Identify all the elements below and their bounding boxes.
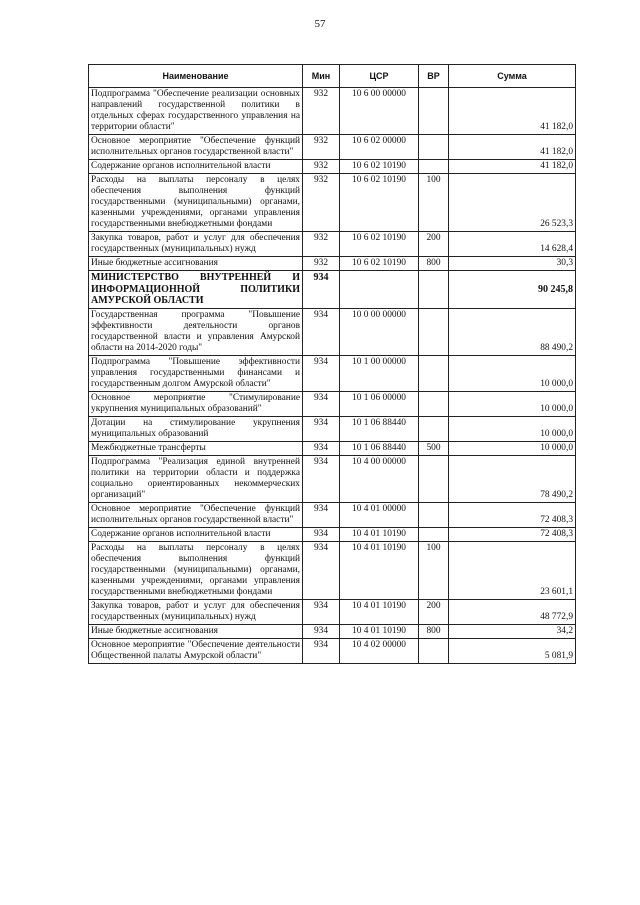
table-row <box>89 542 576 600</box>
cell-sum: 41 182,0 <box>449 88 576 135</box>
cell-min: 934 <box>303 442 340 456</box>
cell-csr: 10 4 00 00000 <box>340 456 419 503</box>
cell-csr: 10 4 01 10190 <box>340 600 419 625</box>
cell-sum: 10 000,0 <box>449 442 576 456</box>
cell-min: 934 <box>303 625 340 639</box>
cell-sum: 10 000,0 <box>449 417 576 442</box>
cell-csr: 10 4 01 10190 <box>340 528 419 542</box>
cell-vr <box>419 639 449 664</box>
cell-name: Расходы на выплаты персоналу в целях обеспечения выполнения функций государственными (муниципальными) органами, казенными учреждениями, органами управления государственными внебюджетными фондами <box>89 174 303 232</box>
cell-vr: 500 <box>419 442 449 456</box>
cell-name: Содержание органов исполнительной власти <box>89 528 303 542</box>
cell-csr: 10 4 01 10190 <box>340 625 419 639</box>
cell-name: Основное мероприятие "Обеспечение функций исполнительных органов государственной власти" <box>89 135 303 160</box>
cell-vr <box>419 160 449 174</box>
cell-vr <box>419 135 449 160</box>
header-vr: ВР <box>419 65 449 88</box>
cell-min: 934 <box>303 417 340 442</box>
cell-name: Подпрограмма "Обеспечение реализации основных направлений государственной политики в отдельных сферах государственного управления на территории области" <box>89 88 303 135</box>
table-row <box>89 625 576 639</box>
cell-name: Иные бюджетные ассигнования <box>89 625 303 639</box>
cell-csr: 10 6 00 00000 <box>340 88 419 135</box>
table-row <box>89 160 576 174</box>
cell-csr: 10 1 06 88440 <box>340 417 419 442</box>
cell-csr: 10 4 01 10190 <box>340 542 419 600</box>
page-number: 57 <box>314 18 326 30</box>
cell-sum: 10 000,0 <box>449 356 576 392</box>
table-row <box>89 528 576 542</box>
cell-min: 934 <box>303 542 340 600</box>
cell-vr <box>419 528 449 542</box>
cell-sum: 23 601,1 <box>449 542 576 600</box>
cell-name: Основное мероприятие "Обеспечение функций исполнительных органов государственной власти" <box>89 503 303 528</box>
cell-vr: 200 <box>419 232 449 257</box>
cell-vr: 800 <box>419 625 449 639</box>
cell-name: Закупка товаров, работ и услуг для обеспечения государственных (муниципальных) нужд <box>89 232 303 257</box>
header-min: Мин <box>303 65 340 88</box>
table-row <box>89 232 576 257</box>
cell-sum: 88 490,2 <box>449 309 576 356</box>
cell-min: 934 <box>303 528 340 542</box>
table-row <box>89 417 576 442</box>
cell-vr <box>419 392 449 417</box>
cell-vr: 200 <box>419 600 449 625</box>
cell-min: 932 <box>303 232 340 257</box>
cell-min: 932 <box>303 135 340 160</box>
cell-min: 934 <box>303 456 340 503</box>
cell-sum: 90 245,8 <box>449 271 576 309</box>
cell-sum: 48 772,9 <box>449 600 576 625</box>
cell-csr: 10 6 02 00000 <box>340 135 419 160</box>
cell-min: 934 <box>303 639 340 664</box>
table-body <box>89 88 576 664</box>
header-csr: ЦСР <box>340 65 419 88</box>
table-row <box>89 600 576 625</box>
cell-csr: 10 6 02 10190 <box>340 174 419 232</box>
cell-sum: 34,2 <box>449 625 576 639</box>
cell-min: 934 <box>303 392 340 417</box>
cell-csr: 10 1 06 00000 <box>340 392 419 417</box>
cell-csr: 10 6 02 10190 <box>340 232 419 257</box>
table-row <box>89 392 576 417</box>
table-row <box>89 456 576 503</box>
cell-csr: 10 4 02 00000 <box>340 639 419 664</box>
cell-min: 932 <box>303 257 340 271</box>
cell-name: Основное мероприятие "Стимулирование укрупнения муниципальных образований" <box>89 392 303 417</box>
cell-vr <box>419 88 449 135</box>
header-sum: Сумма <box>449 65 576 88</box>
table-row <box>89 271 576 309</box>
budget-table <box>88 64 576 664</box>
cell-csr: 10 4 01 00000 <box>340 503 419 528</box>
table-row <box>89 309 576 356</box>
cell-vr <box>419 309 449 356</box>
table-row <box>89 135 576 160</box>
cell-csr: 10 1 00 00000 <box>340 356 419 392</box>
table-header <box>89 65 576 88</box>
cell-csr: 10 6 02 10190 <box>340 257 419 271</box>
cell-vr: 100 <box>419 542 449 600</box>
cell-name: Межбюджетные трансферты <box>89 442 303 456</box>
table-row <box>89 503 576 528</box>
cell-sum: 41 182,0 <box>449 160 576 174</box>
table-row <box>89 257 576 271</box>
table-row <box>89 174 576 232</box>
table-row <box>89 442 576 456</box>
cell-sum: 30,3 <box>449 257 576 271</box>
cell-sum: 41 182,0 <box>449 135 576 160</box>
cell-sum: 26 523,3 <box>449 174 576 232</box>
table-row <box>89 639 576 664</box>
cell-min: 934 <box>303 503 340 528</box>
cell-name: Расходы на выплаты персоналу в целях обеспечения выполнения функций государственными (муниципальными) органами, казенными учреждениями, органами управления государственными внебюджетными фондами <box>89 542 303 600</box>
cell-vr: 800 <box>419 257 449 271</box>
cell-sum: 14 628,4 <box>449 232 576 257</box>
table-row <box>89 356 576 392</box>
cell-sum: 72 408,3 <box>449 503 576 528</box>
cell-vr <box>419 417 449 442</box>
cell-min: 932 <box>303 88 340 135</box>
cell-csr <box>340 271 419 309</box>
cell-sum: 10 000,0 <box>449 392 576 417</box>
cell-min: 934 <box>303 309 340 356</box>
cell-min: 934 <box>303 356 340 392</box>
cell-csr: 10 0 00 00000 <box>340 309 419 356</box>
cell-name: Подпрограмма "Повышение эффективности управления государственными финансами и государственным долгом Амурской области" <box>89 356 303 392</box>
cell-min: 932 <box>303 174 340 232</box>
cell-name: МИНИСТЕРСТВО ВНУТРЕННЕЙ И ИНФОРМАЦИОННОЙ ПОЛИТИКИ АМУРСКОЙ ОБЛАСТИ <box>89 271 303 309</box>
header-row <box>89 65 576 88</box>
cell-name: Основное мероприятие "Обеспечение деятельности Общественной палаты Амурской области" <box>89 639 303 664</box>
cell-csr: 10 6 02 10190 <box>340 160 419 174</box>
cell-name: Подпрограмма "Реализация единой внутренней политики на территории области и поддержка социально ориентированных некоммерческих организаций" <box>89 456 303 503</box>
cell-name: Закупка товаров, работ и услуг для обеспечения государственных (муниципальных) нужд <box>89 600 303 625</box>
cell-sum: 72 408,3 <box>449 528 576 542</box>
cell-csr: 10 1 06 88440 <box>340 442 419 456</box>
cell-sum: 5 081,9 <box>449 639 576 664</box>
cell-min: 932 <box>303 160 340 174</box>
cell-vr <box>419 356 449 392</box>
cell-name: Дотации на стимулирование укрупнения муниципальных образований <box>89 417 303 442</box>
cell-vr <box>419 456 449 503</box>
table-row <box>89 88 576 135</box>
cell-min: 934 <box>303 600 340 625</box>
cell-vr <box>419 503 449 528</box>
cell-name: Содержание органов исполнительной власти <box>89 160 303 174</box>
header-name: Наименование <box>89 65 303 88</box>
cell-vr: 100 <box>419 174 449 232</box>
cell-sum: 78 490,2 <box>449 456 576 503</box>
cell-name: Государственная программа "Повышение эффективности деятельности органов государственной власти и управления Амурской области на 2014-2020 годы" <box>89 309 303 356</box>
cell-vr <box>419 271 449 309</box>
cell-name: Иные бюджетные ассигнования <box>89 257 303 271</box>
cell-min: 934 <box>303 271 340 309</box>
